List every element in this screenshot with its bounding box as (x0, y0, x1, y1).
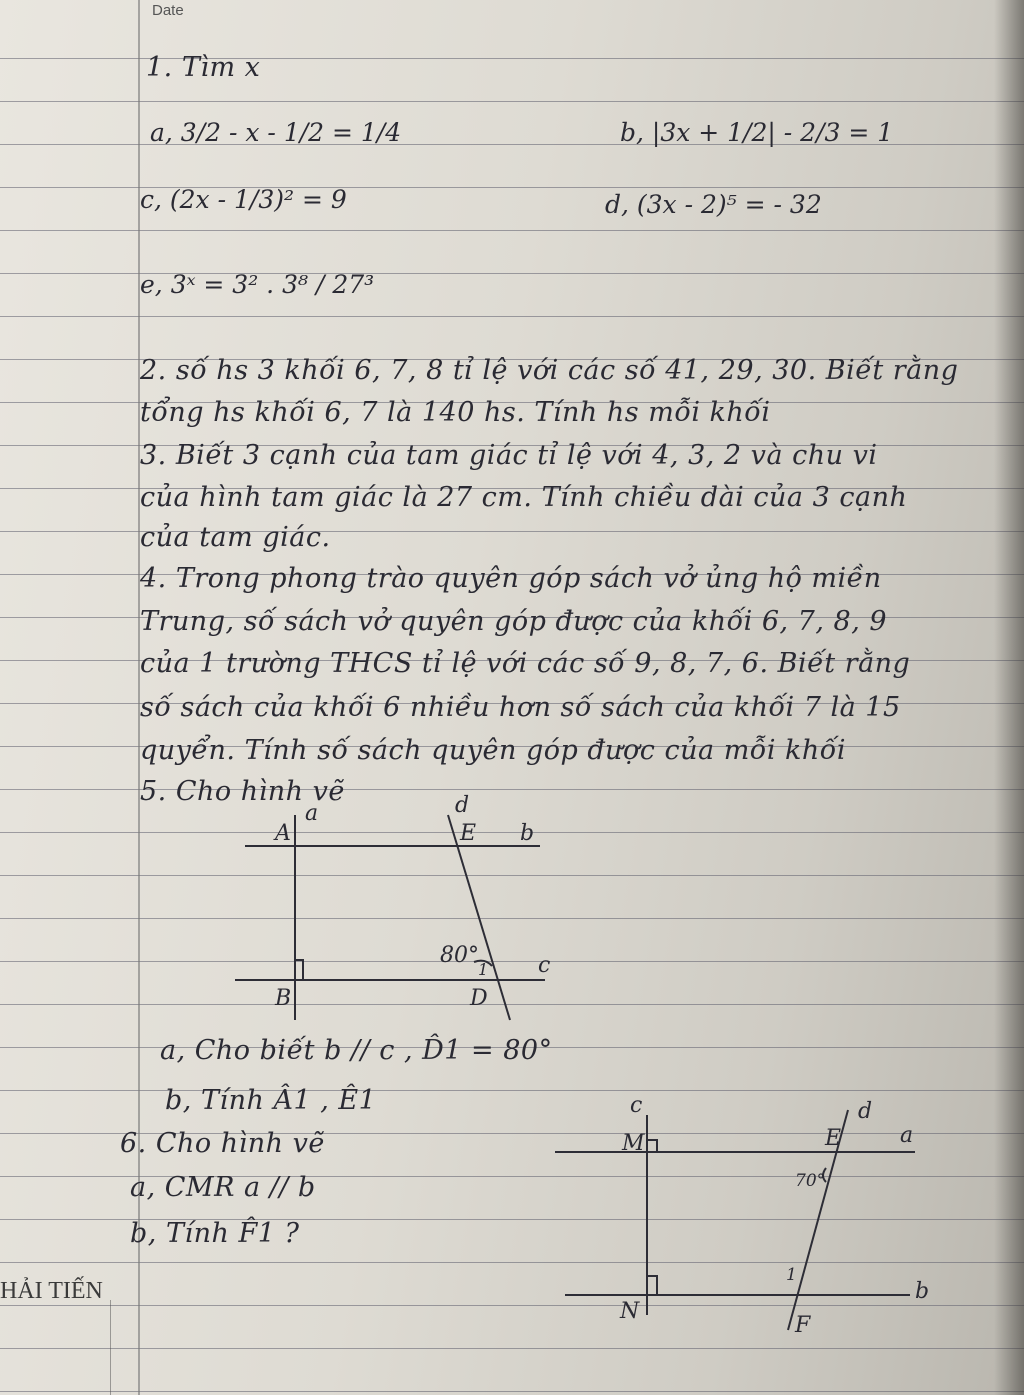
problem-2-line-1: 2. số hs 3 khối 6, 7, 8 tỉ lệ với các số 41, 29, 30. Biết rằng (140, 355, 959, 386)
fig5-label-c: c (538, 953, 551, 978)
fig5-label-d: d (455, 793, 470, 818)
fig6-label-E: E (825, 1126, 842, 1151)
problem-6-title: 6. Cho hình vẽ (120, 1128, 325, 1159)
page-edge-shadow (994, 0, 1024, 1395)
fig6-label-M: M (622, 1131, 645, 1156)
fig6-right-angle-top (647, 1140, 657, 1152)
problem-1e: e, 3ˣ = 3² . 3⁸ / 27³ (140, 270, 375, 299)
figure-6-labels (619, 1093, 929, 1338)
fig6-label-c: c (630, 1093, 643, 1118)
problem-1c: c, (2x - 1/3)² = 9 (140, 185, 347, 214)
fig5-label-B: B (275, 986, 292, 1011)
problem-1-title: 1. Tìm x (146, 52, 261, 83)
fig6-label-a: a (900, 1123, 914, 1148)
problem-3-line-3: của tam giác. (140, 522, 331, 553)
problem-4-line-5: quyển. Tính số sách quyên góp được của mỗi khối (140, 735, 846, 766)
problem-5-title: 5. Cho hình vẽ (140, 776, 345, 807)
problem-2-line-2: tổng hs khối 6, 7 là 140 hs. Tính hs mỗi khối (140, 397, 771, 428)
date-label: Date (152, 2, 184, 19)
fig5-label-1: 1 (478, 960, 489, 979)
problem-4-line-3: của 1 trường THCS tỉ lệ với các số 9, 8, 7, 6. Biết rằng (140, 648, 911, 679)
fig5-right-angle (295, 960, 303, 980)
problem-4-line-4: số sách của khối 6 nhiều hơn số sách của khối 7 là 15 (140, 692, 901, 723)
fig6-label-1: 1 (786, 1265, 797, 1285)
problem-5b: b, Tính Â1 , Ê1 (165, 1085, 377, 1116)
fig5-label-D: D (470, 986, 488, 1011)
fig6-right-angle-bottom (647, 1276, 657, 1295)
fig5-label-b: b (520, 821, 535, 846)
problem-3-line-1: 3. Biết 3 cạnh của tam giác tỉ lệ với 4, 3, 2 và chu vi (140, 440, 878, 471)
problem-6b: b, Tính F̂1 ? (130, 1218, 300, 1249)
figure-6 (555, 1110, 915, 1330)
problem-4-line-1: 4. Trong phong trào quyên góp sách vở ủng hộ miền (140, 563, 882, 594)
fig6-label-d: d (858, 1099, 873, 1124)
problem-6a: a, CMR a // b (130, 1172, 316, 1203)
fig5-label-A: A (275, 821, 291, 846)
problem-3-line-2: của hình tam giác là 27 cm. Tính chiều dài của 3 cạnh (140, 482, 908, 513)
fig6-label-F: F (795, 1313, 811, 1338)
problem-1d: d, (3x - 2)⁵ = - 32 (605, 190, 822, 219)
problem-5a: a, Cho biết b // c , D̂1 = 80° (160, 1035, 553, 1066)
watermark-stamp: HẢI TIẾN (0, 1278, 103, 1304)
fig5-label-a: a (305, 801, 319, 826)
fig6-label-b: b (915, 1279, 930, 1304)
figure-5-labels (273, 793, 550, 1011)
fig5-label-angle: 80° (440, 943, 479, 968)
fig6-label-angle: 70° (795, 1171, 826, 1191)
problem-4-line-2: Trung, số sách vở quyên góp được của khối 6, 7, 8, 9 (140, 606, 888, 637)
fig6-label-N: N (620, 1299, 640, 1324)
fig5-label-E: E (460, 821, 477, 846)
problem-1b: b, |3x + 1/2| - 2/3 = 1 (620, 118, 894, 147)
problem-1a: a, 3/2 - x - 1/2 = 1/4 (150, 118, 402, 147)
